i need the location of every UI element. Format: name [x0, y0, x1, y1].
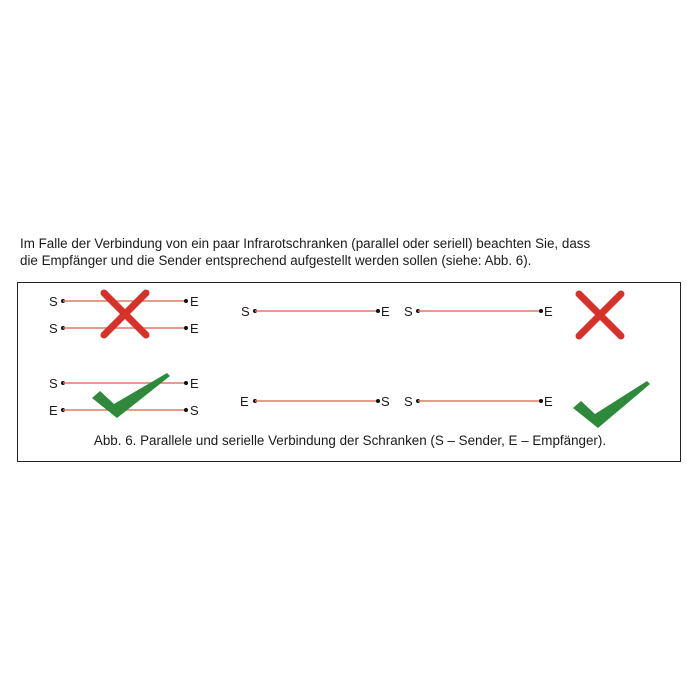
diagram-serial-wrong	[241, 294, 621, 336]
cross-icon	[579, 294, 621, 336]
beam-label-right: E	[190, 321, 199, 336]
intro-line-2: die Empfänger und die Sender entsprechend aufgestellt werden sollen (siehe: Abb. 6).	[20, 253, 532, 268]
beam-label-left: S	[404, 304, 413, 319]
beam-dot	[376, 399, 380, 403]
beam-label-right: S	[381, 394, 390, 409]
beam-dot	[184, 299, 188, 303]
beam-serial-wrong-1	[241, 304, 390, 319]
beam-label-right: E	[381, 304, 390, 319]
beam-label-right: E	[544, 304, 553, 319]
beam-label-left: E	[49, 403, 58, 418]
beam-dot	[539, 309, 543, 313]
beam-label-right: E	[190, 294, 199, 309]
beam-label-right: E	[190, 376, 199, 391]
beam-label-left: S	[404, 394, 413, 409]
beam-serial-wrong-2	[404, 304, 553, 319]
beam-label-left: S	[49, 376, 58, 391]
beam-dot	[539, 399, 543, 403]
check-icon	[92, 373, 170, 418]
beam-dot	[184, 326, 188, 330]
beam-dot	[184, 381, 188, 385]
beam-serial-correct-2	[404, 394, 553, 409]
beam-label-right: S	[190, 403, 199, 418]
diagram-parallel-correct	[49, 373, 199, 418]
beam-label-left: S	[241, 304, 250, 319]
beam-dot	[184, 408, 188, 412]
beam-parallel-wrong-2	[49, 321, 199, 336]
cross-icon	[104, 293, 146, 335]
diagram-serial-correct	[240, 381, 650, 428]
beam-parallel-correct-1	[49, 376, 199, 391]
beam-label-left: S	[49, 294, 58, 309]
check-icon	[573, 381, 650, 428]
intro-text	[20, 235, 682, 269]
beam-parallel-wrong-1	[49, 294, 199, 309]
figure-caption: Abb. 6. Parallele und serielle Verbindung der Schranken (S – Sender, E – Empfänger).	[93, 433, 607, 448]
intro-line-1: Im Falle der Verbindung von ein paar Infrarotschranken (parallel oder seriell) beachten Sie, dass	[20, 236, 591, 251]
beam-label-left: E	[240, 394, 249, 409]
beam-dot	[376, 309, 380, 313]
figure-6	[17, 282, 681, 462]
beam-label-right: E	[544, 394, 553, 409]
diagram-parallel-wrong	[49, 293, 199, 336]
beam-serial-correct-1	[240, 394, 390, 409]
beam-label-left: S	[49, 321, 58, 336]
